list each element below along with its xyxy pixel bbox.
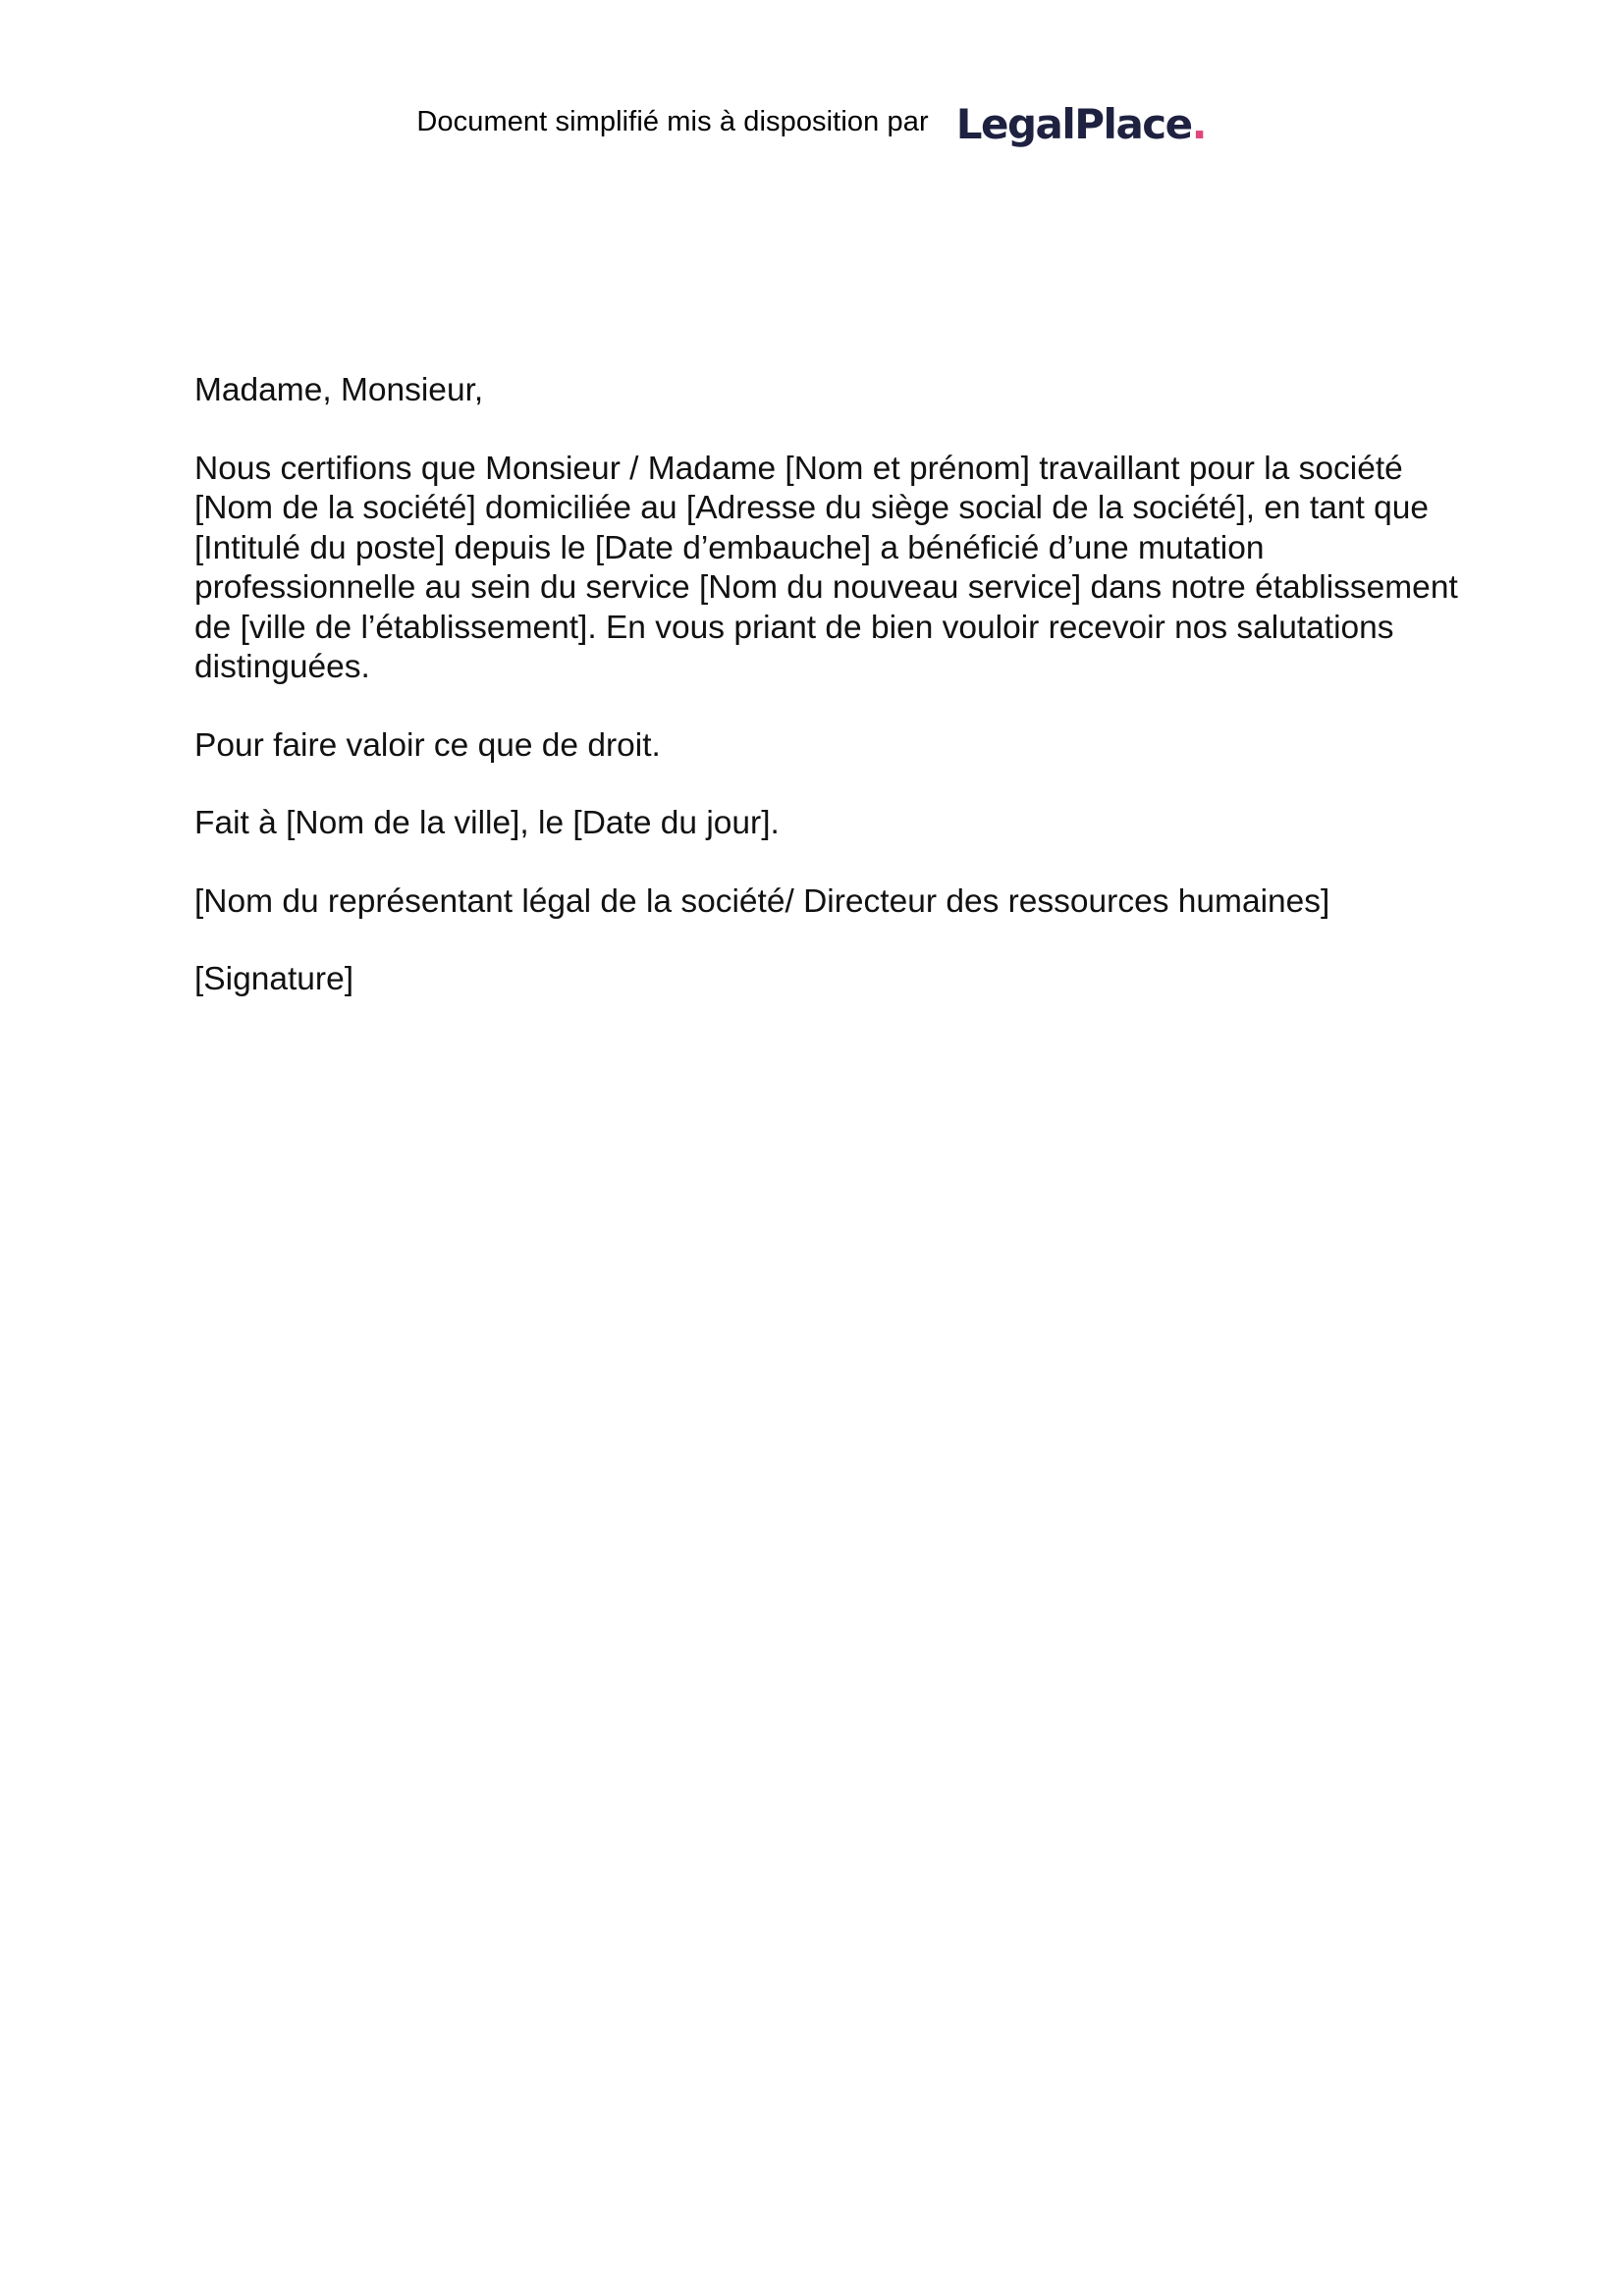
place-and-date: Fait à [Nom de la ville], le [Date du jour]. xyxy=(194,805,780,841)
legalplace-logo xyxy=(956,100,1208,148)
certification-paragraph: Nous certifions que Monsieur / Madame [Nom et prénom] travaillant pour la société [Nom de la société] domiciliée au [Adresse du siège social de la société], en tant que [Intitulé du poste] depuis le [Date d’embauche] a bénéficié d’une mutation professionnelle au sein du service [Nom du nouveau service] dans notre établissement de [ville de l’établissement]. En vous priant de bien vouloir recevoir nos salutations distinguées. xyxy=(194,450,1458,685)
letter-body xyxy=(194,371,1461,1039)
logo-dot: . xyxy=(1191,99,1208,148)
page-header xyxy=(0,94,1624,153)
logo-wordmark: LegalPlace xyxy=(955,99,1192,148)
salutation: Madame, Monsieur, xyxy=(194,372,484,408)
header-text: Document simplifié mis à disposition par xyxy=(416,105,929,137)
representative-name: [Nom du représentant légal de la société/ Directeur des ressources humaines] xyxy=(194,882,1330,920)
closing-statement: Pour faire valoir ce que de droit. xyxy=(194,726,661,764)
signature-placeholder: [Signature] xyxy=(194,961,354,997)
